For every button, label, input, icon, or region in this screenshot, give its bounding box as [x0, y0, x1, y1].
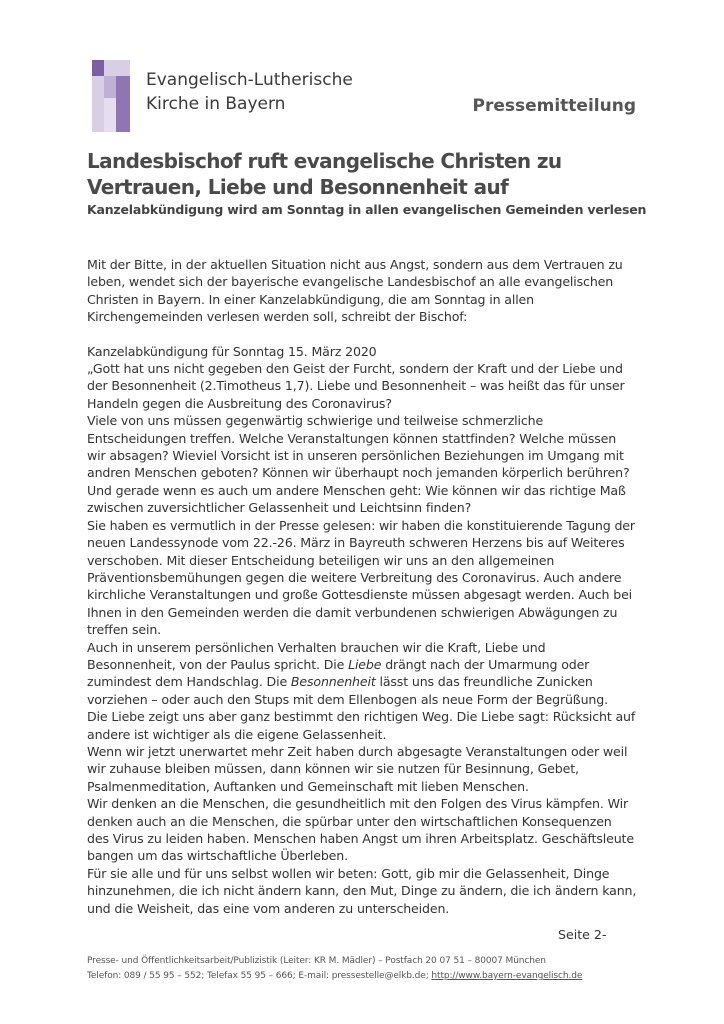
org-line-2: Kirche in Bayern [146, 94, 286, 114]
subheadline: Kanzelabkündigung wird am Sonntag in allen evangelischen Gemeinden verlesen [87, 202, 647, 217]
paragraph-6: Die Liebe zeigt uns aber ganz bestimmt den richtigen Weg. Die Liebe sagt: Rücksicht auf andere ist wichtiger als die eigene Gelassenheit. [87, 709, 636, 742]
press-release-label: Pressemitteilung [472, 96, 636, 116]
page-number: Seite 2- [558, 927, 607, 942]
announcement-title: Kanzelabkündigung für Sonntag 15. März 2020 [87, 343, 377, 359]
paragraph-4: Sie haben es vermutlich in der Presse gelesen: wir haben die konstituierende Tagung der neuen Landessynode vom 22.-26. März in Bayreuth schweren Herzens bis auf Weiteres verschoben. Mit dieser Entscheidung beteiligen wir uns an den allgemeinen Präventionsbemühungen gegen die weitere Verbreitung des Coronavirus. Auch andere kirchliche Veranstaltungen und große Gottesdienste müssen abgesagt werden. Auch bei Ihnen in den Gemeinden werden die damit verbundenen schwierigen Abwägungen zu treffen sein. [87, 517, 635, 638]
footer-contact [87, 969, 647, 984]
paragraph-7: Wenn wir jetzt unerwartet mehr Zeit haben durch abgesagte Veranstaltungen oder weil wir zuhause bleiben müssen, dann können wir sie nutzen für Besinnung, Gebet, Psalmenmeditation, Auftanken und Gemeinschaft mit lieben Menschen. [87, 743, 628, 794]
paragraph-2: „Gott hat uns nicht gegeben den Geist der Furcht, sondern der Kraft und der Liebe und der Besonnenheit (2.Timotheus 1,7). Liebe und Besonnenheit – was heißt das für unser Handeln gegen die Ausbreitung des Coronavirus? [87, 361, 625, 411]
paragraph-9: Für sie alle und für uns selbst wollen wir beten: Gott, gib mir die Gelassenheit, Dinge hinzunehmen, die ich nicht ändern kann, den Mut, Dinge zu ändern, die ich ändern kann, und die Weisheit, das eine vom anderen zu unterscheiden. [87, 865, 637, 916]
body-text [87, 256, 637, 917]
organization-name [146, 68, 353, 116]
org-line-1: Evangelisch-Lutherische [146, 70, 353, 90]
footer [87, 954, 647, 984]
paragraph-3: Viele von uns müssen gegenwärtig schwierige und teilweise schmerzliche Entscheidungen treffen. Welche Veranstaltungen können stattfinden? Welche müssen wir absagen? Wieviel Vorsicht ist in unseren persönlichen Beziehungen im Umgang mit andren Menschen geboten? Können wir überhaupt noch jemanden körperlich berühren? Und gerade wenn es auch um andere Menschen geht: Wie können wir das richtige Maß zwischen zuversichtlicher Gelassenheit und Leichtsinn finden? [87, 413, 630, 516]
church-logo [92, 60, 132, 132]
paragraph-8: Wir denken an die Menschen, die gesundheitlich mit den Folgen des Virus kämpfen. Wir denken auch an die Menschen, die spürbar unter den wirtschaftlichen Konsequenzen des Virus zu leiden haben. Menschen haben Angst um ihren Arbeitsplatz. Geschäftsleute bangen um das wirtschaftliche Überleben. [87, 796, 634, 864]
paragraph-5-part-b: drängt nach der Umarmung oder zumindest dem Handschlag. Die [87, 656, 590, 690]
paragraph-5-part-c: lässt uns das freundliche Zunicken vorziehen – oder auch den Stups mit dem Ellenbogen als neue Form der Begrüßung. [87, 674, 608, 707]
intro-paragraph: Mit der Bitte, in der aktuellen Situation nicht aus Angst, sondern aus dem Vertrauen zu leben, wendet sich der bayerische evangelische Landesbischof an alle evangelischen Christen in Bayern. In einer Kanzelabkündigung, die am Sonntag in allen Kirchengemeinden verlesen werden soll, schreibt der Bischof: [87, 257, 623, 325]
footer-contact-text: Telefon: 089 / 55 95 – 552; Telefax 55 95 – 666; E-mail: pressestelle@elkb.de; [87, 971, 432, 981]
emphasis-liebe: Liebe [348, 656, 382, 672]
paragraph-5-part-a: Auch in unserem persönlichen Verhalten brauchen wir die Kraft, Liebe und Besonnenheit, von der Paulus spricht. Die [87, 639, 546, 672]
website-link[interactable]: http://www.bayern-evangelisch.de [431, 971, 583, 981]
paragraph-5 [87, 639, 637, 709]
emphasis-besonnenheit: Besonnenheit [290, 674, 376, 690]
headline: Landesbischof ruft evangelische Christen zu Vertrauen, Liebe und Besonnenheit auf [87, 149, 562, 199]
footer-address: Presse- und Öffentlichkeitsarbeit/Publizistik (Leiter: KR M. Mädler) – Postfach 20 07 51 – 80007 München [87, 956, 546, 966]
